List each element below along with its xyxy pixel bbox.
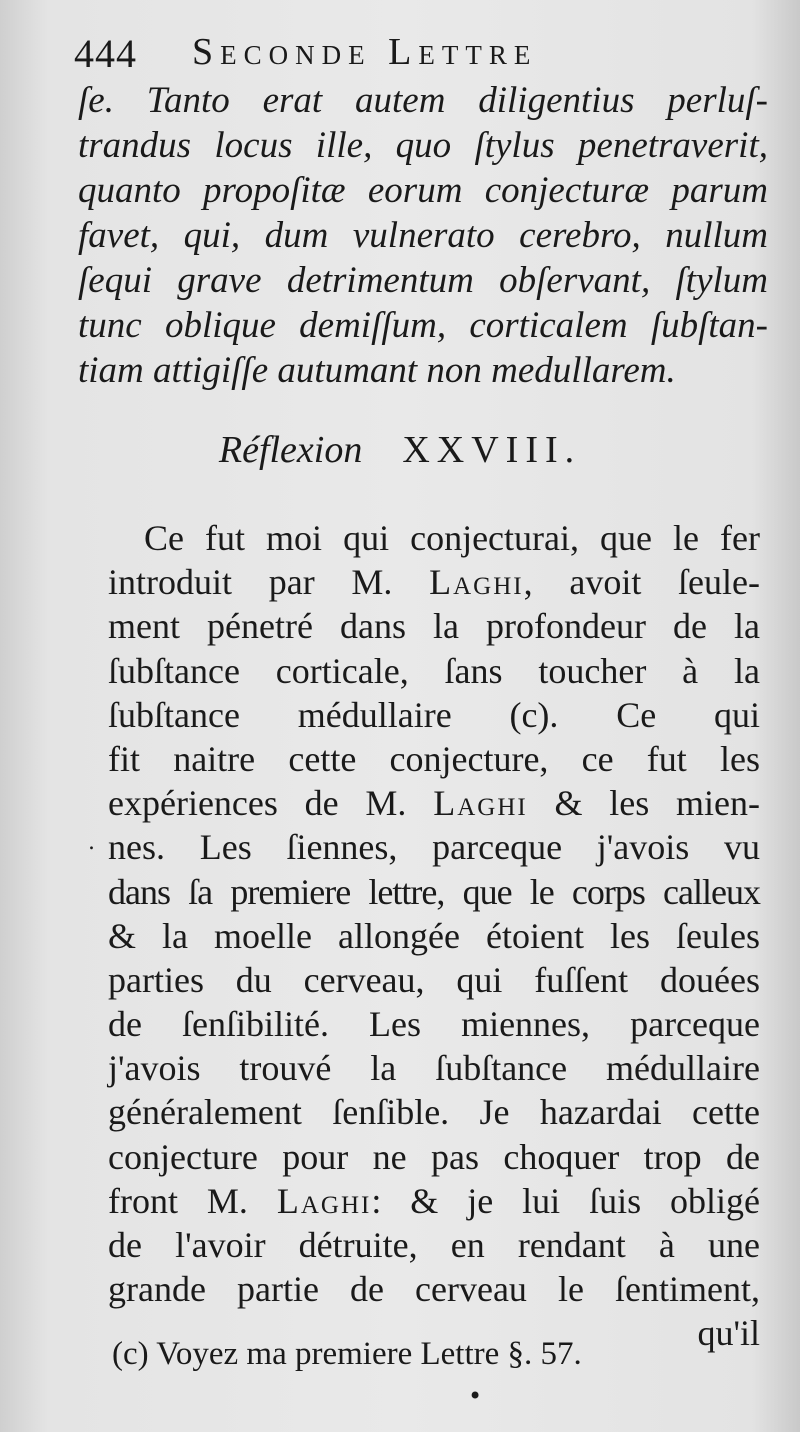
- running-head: Seconde Lettre: [192, 31, 538, 73]
- text-line: généralement ſenſible. Je hazardai cette: [108, 1092, 760, 1133]
- section-heading: [0, 428, 800, 472]
- text-line: tunc oblique demiſſum, corticalem ſubſtan-: [78, 305, 768, 346]
- printer-dot-mark: •: [468, 1382, 483, 1410]
- page-number: 444: [74, 31, 137, 76]
- section-heading-number: XXVIII.: [402, 429, 582, 471]
- text-line: favet, qui, dum vulnerato cerebro, nullum: [78, 215, 768, 256]
- body-text: [108, 516, 760, 1356]
- text-line: ment pénetré dans la profondeur de la: [108, 606, 760, 647]
- text-line: ſe. Tanto erat autem diligentius perluſ-: [78, 80, 768, 121]
- text-line: j'avois trouvé la ſubſtance médullaire: [108, 1048, 760, 1089]
- text-line: ſubſtance médullaire (c). Ce qui: [108, 694, 760, 735]
- text-line: front M. Laghi: & je lui ſuis obligé: [108, 1180, 760, 1221]
- text-line: conjecture pour ne pas choquer trop de: [108, 1136, 760, 1177]
- text-line: Ce fut moi qui conjecturai, que le fer: [144, 518, 760, 558]
- section-heading-word: Réflexion: [218, 429, 363, 471]
- text-line: grande partie de cerveau le ſentiment,: [108, 1269, 760, 1310]
- text-line: trandus locus ille, quo ſtylus penetraverit,: [78, 125, 768, 166]
- text-line: parties du cerveau, qui fuſſent douées: [108, 959, 760, 1000]
- text-line: de l'avoir détruite, en rendant à une: [108, 1225, 760, 1265]
- text-line: dans ſa premiere lettre, que le corps calleux: [108, 871, 760, 912]
- catchword: qu'il: [697, 1313, 760, 1354]
- text-line: nes. Les ſiennes, parceque j'avois vu: [108, 827, 760, 868]
- latin-quotation: [78, 78, 768, 393]
- text-line: expériences de M. Laghi & les mien-: [108, 783, 760, 824]
- text-line: & la moelle allongée étoient les ſeules: [108, 915, 760, 956]
- page-header: [74, 22, 734, 78]
- text-line: tiam attigiſſe autumant non medullarem.: [78, 350, 676, 391]
- text-line: fit naitre cette conjecture, ce fut les: [108, 738, 760, 779]
- text-line: ſequi grave detrimentum obſervant, ſtylum: [78, 260, 768, 301]
- text-line: de ſenſibilité. Les miennes, parceque: [108, 1004, 760, 1045]
- text-line: quanto propoſitæ eorum conjecturæ parum: [78, 170, 768, 211]
- text-line: ſubſtance corticale, ſans toucher à la: [108, 650, 760, 691]
- text-line: introduit par M. Laghi, avoit ſeule-: [108, 562, 760, 603]
- footnote: (c) Voyez ma premiere Lettre §. 57.: [112, 1336, 582, 1372]
- margin-dot-mark: .: [88, 830, 95, 855]
